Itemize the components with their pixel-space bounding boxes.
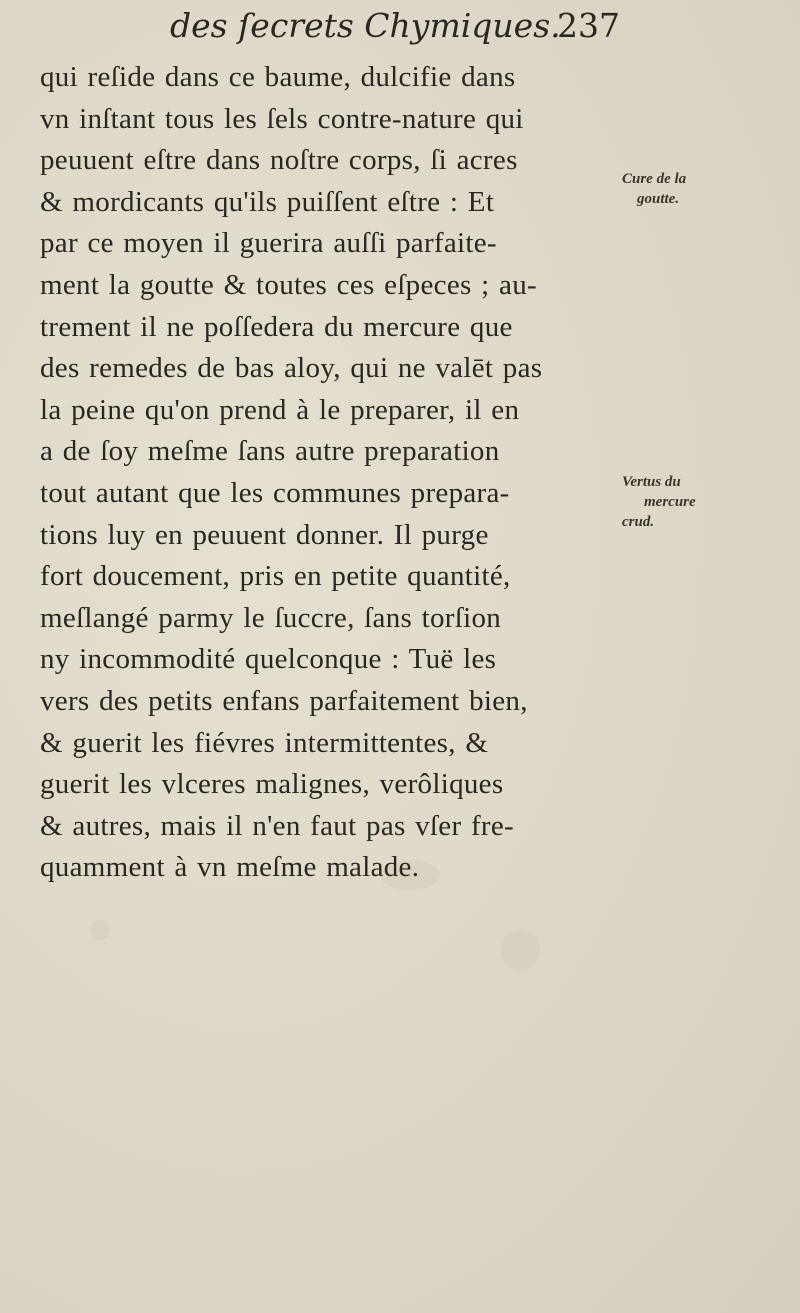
text-line: la peine qu'on prend à le preparer, il en (40, 393, 520, 426)
text-line: & guerit les fiévres intermittentes, & (40, 726, 489, 759)
running-title: des ſecrets Chymiques. (170, 6, 561, 45)
paper-stain (90, 920, 110, 940)
margin-note-line: goutte. (637, 191, 680, 207)
margin-note-gout-cure (622, 169, 792, 209)
text-line: tout autant que les communes prepara- (40, 476, 510, 509)
text-block (40, 57, 630, 889)
margin-note-line: crud. (622, 514, 655, 530)
running-header (170, 6, 630, 58)
text-line: guerit les vlceres malignes, verôliques (40, 768, 504, 801)
text-line: meſlangé parmy le ſuccre, ſans torſion (40, 601, 502, 634)
text-line: quamment à vn meſme malade. (40, 851, 420, 884)
margin-note-mercury-virtues (622, 472, 792, 532)
text-line: a de ſoy meſme ſans autre preparation (40, 435, 500, 468)
text-line: des remedes de bas aloy, qui ne valēt pas (40, 352, 543, 385)
page-number: 237 (557, 6, 620, 45)
text-line: par ce moyen il guerira auſſi parfaite- (40, 227, 497, 260)
text-line: vers des petits enfans parfaitement bien, (40, 684, 528, 717)
text-line: qui reſide dans ce baume, dulcifie dans (40, 61, 516, 93)
margin-note-line: Cure de la (622, 171, 687, 187)
text-line: ment la goutte & toutes ces eſpeces ; au- (40, 268, 537, 301)
text-line: trement il ne poſſedera du mercure que (40, 310, 513, 343)
text-line: vn inſtant tous les ſels contre-nature qui (40, 102, 524, 135)
text-line: fort doucement, pris en petite quantité, (40, 560, 511, 593)
text-line: & mordicants qu'ils puiſſent eſtre : Et (40, 185, 495, 218)
text-line: peuuent eſtre dans noſtre corps, ſi acres (40, 144, 518, 177)
paper-stain (500, 930, 540, 970)
text-line: & autres, mais il n'en faut pas vſer fre- (40, 809, 515, 842)
margin-note-line: mercure (644, 494, 696, 510)
text-line: ny incommodité quelconque : Tuë les (40, 643, 497, 676)
text-line: tions luy en peuuent donner. Il purge (40, 518, 489, 551)
margin-note-line: Vertus du (622, 474, 681, 490)
